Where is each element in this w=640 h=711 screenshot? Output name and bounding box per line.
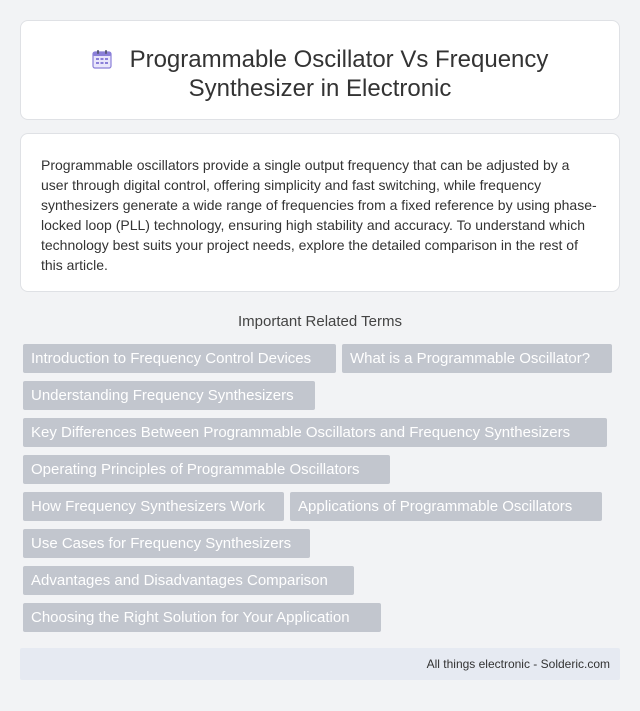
title-line-2: Synthesizer in Electronic	[188, 75, 452, 102]
related-term-tag[interactable]: Operating Principles of Programmable Oscillators	[23, 455, 390, 484]
related-term-tag[interactable]: Understanding Frequency Synthesizers	[23, 381, 315, 410]
description-card	[20, 133, 620, 292]
related-term-tag[interactable]: Applications of Programmable Oscillators	[290, 492, 602, 521]
footer	[20, 648, 620, 680]
title-line-1: Programmable Oscillator Vs Frequency	[129, 46, 549, 73]
related-term-tag[interactable]: Introduction to Frequency Control Devices	[23, 344, 336, 373]
title-card	[20, 20, 620, 120]
page-title	[21, 45, 619, 103]
footer-text: All things electronic - Solderic.com	[426, 657, 610, 671]
calendar-icon	[92, 47, 112, 67]
related-terms-heading: Important Related Terms	[238, 313, 402, 330]
related-term-tag[interactable]: Key Differences Between Programmable Oscillators and Frequency Synthesizers	[23, 418, 607, 447]
related-term-tag[interactable]: Use Cases for Frequency Synthesizers	[23, 529, 310, 558]
description-text: Programmable oscillators provide a single output frequency that can be adjusted by a user through digital control, offering simplicity and fast switching, while frequency synthesizers generate a wide range of frequencies from a fixed reference by using phase-locked loop (PLL) technology, ensuring high stability and accuracy. To understand which technology best suits your project needs, explore the detailed comparison in the rest of this article.	[41, 157, 597, 273]
related-term-tag[interactable]: Advantages and Disadvantages Comparison	[23, 566, 354, 595]
related-term-tag[interactable]: What is a Programmable Oscillator?	[342, 344, 612, 373]
related-term-tag[interactable]: How Frequency Synthesizers Work	[23, 492, 284, 521]
related-term-tag[interactable]: Choosing the Right Solution for Your Application	[23, 603, 381, 632]
